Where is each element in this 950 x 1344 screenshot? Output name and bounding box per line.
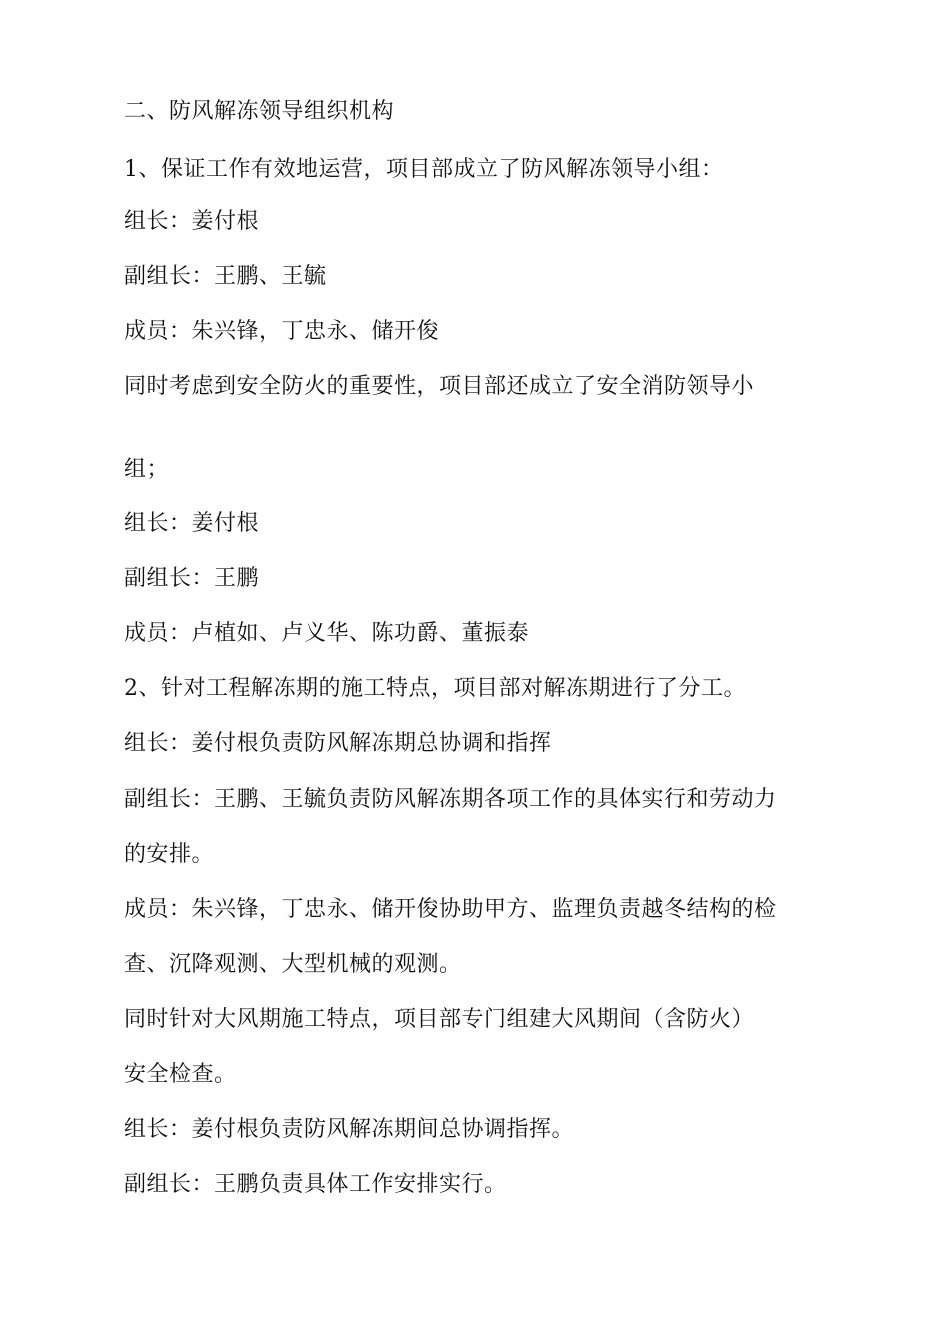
paragraph-line: 成员：卢植如、卢义华、陈功爵、董振泰 xyxy=(124,621,530,646)
paragraph-line: 副组长：王鹏负责具体工作安排实行。 xyxy=(124,1172,507,1197)
paragraph-line: 副组长：王鹏、王毓 xyxy=(124,264,327,289)
paragraph-line: 组； xyxy=(124,457,170,482)
paragraph-line: 副组长：王鹏、王毓负责防风解冻期各项工作的具体实行和劳动力 xyxy=(124,787,777,812)
paragraph-line: 安全检查。 xyxy=(124,1062,237,1087)
paragraph-line: 查、沉降观测、大型机械的观测。 xyxy=(124,952,462,977)
paragraph-line: 组长：姜付根 xyxy=(124,209,260,234)
paragraph-line: 2、针对工程解冻期的施工特点，项目部对解冻期进行了分工。 xyxy=(124,676,746,701)
section-heading: 二、防风解冻领导组织机构 xyxy=(124,99,395,124)
paragraph-line: 同时考虑到安全防火的重要性，项目部还成立了安全消防领导小 xyxy=(124,374,755,399)
paragraph-line: 同时针对大风期施工特点，项目部专门组建大风期间（含防火） xyxy=(124,1007,755,1032)
paragraph-line: 成员：朱兴锋，丁忠永、储开俊 xyxy=(124,319,440,344)
paragraph-line: 成员：朱兴锋，丁忠永、储开俊协助甲方、监理负责越冬结构的检 xyxy=(124,897,777,922)
paragraph-line: 的安排。 xyxy=(124,842,215,867)
paragraph-line: 组长：姜付根负责防风解冻期间总协调指挥。 xyxy=(124,1117,575,1142)
paragraph-line: 组长：姜付根 xyxy=(124,511,260,536)
paragraph-line: 副组长：王鹏 xyxy=(124,566,260,591)
paragraph-line: 组长：姜付根负责防风解冻期总协调和指挥 xyxy=(124,731,552,756)
paragraph-line: 1、保证工作有效地运营，项目部成立了防风解冻领导小组： xyxy=(124,157,724,182)
